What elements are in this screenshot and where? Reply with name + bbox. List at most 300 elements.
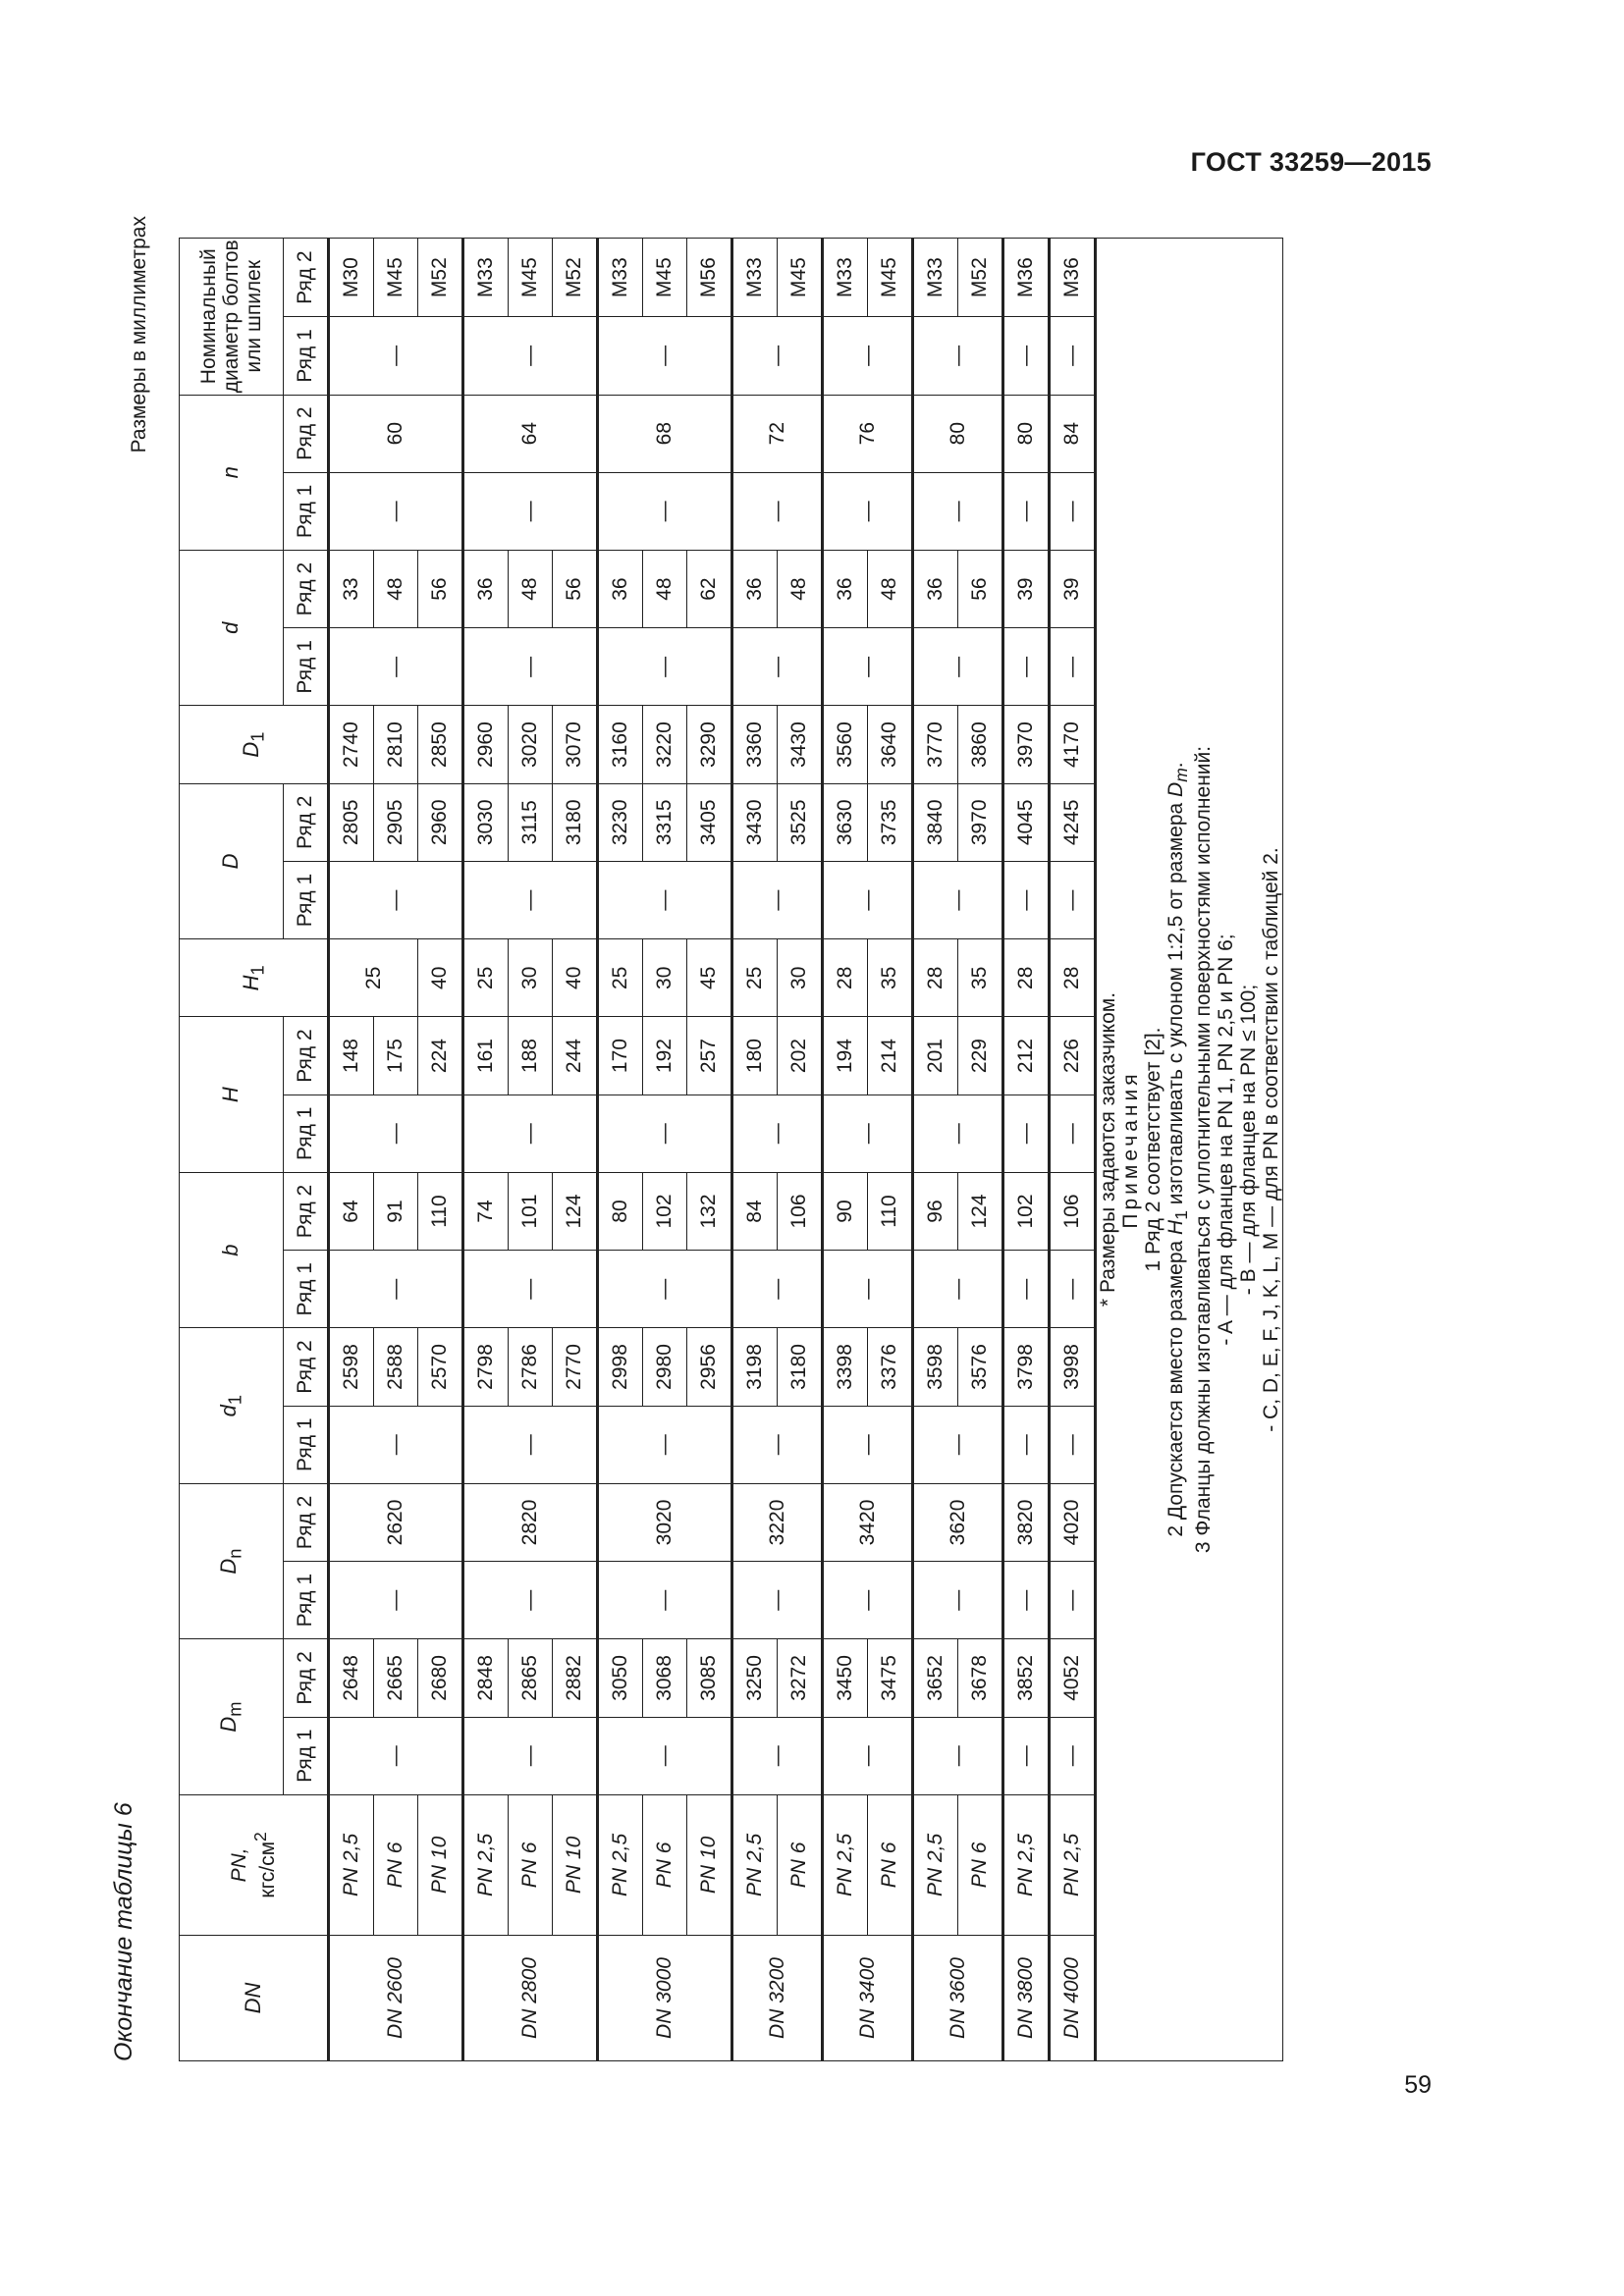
b2-cell: 80	[598, 1172, 643, 1250]
dash-cell: —	[463, 1562, 598, 1639]
d2-cell: 36	[823, 550, 868, 627]
dash-cell: —	[463, 1406, 598, 1483]
h2-cell: 161	[463, 1017, 509, 1095]
notes-block	[1096, 239, 1283, 2061]
d1-2-cell: 2770	[553, 1328, 598, 1406]
h2-cell: 170	[598, 1017, 643, 1095]
dash-cell: —	[1003, 861, 1050, 938]
dash-cell: —	[598, 628, 732, 706]
dn-cell: DN 3600	[913, 1936, 1003, 2061]
d2-cell: 36	[463, 550, 509, 627]
header-dn: DN	[180, 1936, 329, 2061]
d1-2-cell: 3798	[1003, 1328, 1050, 1406]
b2-cell: 74	[463, 1172, 509, 1250]
dm-row2: Ряд 2	[284, 1639, 329, 1717]
note-1: 1 Ряд 2 соответствует [2].	[1142, 1027, 1165, 1272]
d1-2-cell: 2570	[418, 1328, 463, 1406]
b2-cell: 101	[509, 1172, 553, 1250]
D2-cell: 3230	[598, 783, 643, 861]
D2-cell: 2905	[374, 783, 418, 861]
h1-cell: 35	[958, 939, 1003, 1017]
bolt2-cell: M33	[463, 239, 509, 317]
dash-cell: —	[732, 628, 823, 706]
dash-cell: —	[463, 472, 598, 550]
d1-2-cell: 2786	[509, 1328, 553, 1406]
D1-cell: 3560	[823, 706, 868, 783]
dash-cell: —	[598, 1717, 732, 1794]
pn-cell: PN 2,5	[329, 1794, 374, 1935]
dn-cell: DN 4000	[1050, 1936, 1096, 2061]
h1-cell: 30	[643, 939, 687, 1017]
D1-cell: 3430	[778, 706, 823, 783]
dm2-cell: 2665	[374, 1639, 418, 1717]
n-row1: Ряд 1	[284, 472, 329, 550]
D-row1: Ряд 1	[284, 861, 329, 938]
h1-cell: 25	[732, 939, 778, 1017]
dn-cell: DN 3200	[732, 1936, 823, 2061]
d2-cell: 48	[643, 550, 687, 627]
h2-cell: 224	[418, 1017, 463, 1095]
note-3-c: - C, D, E, F, J, K, L, M — для PN в соответствии с таблицей 2.	[1260, 847, 1282, 1432]
d1-2-cell: 3998	[1050, 1328, 1096, 1406]
d2-cell: 36	[913, 550, 958, 627]
dm2-cell: 3678	[958, 1639, 1003, 1717]
dash-cell: —	[913, 317, 1003, 395]
document-code: ГОСТ 33259—2015	[1190, 147, 1432, 177]
D1-cell: 3070	[553, 706, 598, 783]
dash-cell: —	[598, 1095, 732, 1172]
dash-cell: —	[913, 861, 1003, 938]
h1-cell: 35	[868, 939, 913, 1017]
dn-cell: DN 3000	[598, 1936, 732, 2061]
d1-2-cell: 2588	[374, 1328, 418, 1406]
d1-2-cell: 3376	[868, 1328, 913, 1406]
D1-cell: 3290	[687, 706, 732, 783]
D1-cell: 3640	[868, 706, 913, 783]
dash-cell: —	[1003, 1562, 1050, 1639]
dash-cell: —	[732, 861, 823, 938]
h2-cell: 148	[329, 1017, 374, 1095]
d2-cell: 62	[687, 550, 732, 627]
bolt2-cell: M36	[1050, 239, 1096, 317]
dash-cell: —	[329, 628, 463, 706]
dn2-cell: 3620	[913, 1483, 1003, 1561]
h1-cell: 28	[823, 939, 868, 1017]
dash-cell: —	[329, 472, 463, 550]
dash-cell: —	[1003, 1717, 1050, 1794]
dm2-cell: 3068	[643, 1639, 687, 1717]
d1-row1: Ряд 1	[284, 1406, 329, 1483]
D1-cell: 2960	[463, 706, 509, 783]
h1-cell: 30	[778, 939, 823, 1017]
bolt2-cell: M45	[509, 239, 553, 317]
dash-cell: —	[732, 1406, 823, 1483]
dn-cell: DN 3400	[823, 1936, 913, 2061]
table-row	[1050, 239, 1096, 2061]
d1-2-cell: 2956	[687, 1328, 732, 1406]
b2-cell: 64	[329, 1172, 374, 1250]
bolt2-cell: M36	[1003, 239, 1050, 317]
D2-cell: 4045	[1003, 783, 1050, 861]
pn-cell: PN 10	[418, 1794, 463, 1935]
table-row	[463, 239, 509, 2061]
dash-cell: —	[823, 1251, 913, 1328]
dm2-cell: 2882	[553, 1639, 598, 1717]
h1-cell: 45	[687, 939, 732, 1017]
D2-cell: 3630	[823, 783, 868, 861]
d1-2-cell: 2980	[643, 1328, 687, 1406]
header-d: d	[180, 550, 284, 705]
d2-cell: 33	[329, 550, 374, 627]
b2-cell: 90	[823, 1172, 868, 1250]
rotated-table-area	[110, 216, 1435, 2061]
dn-cell: DN 2800	[463, 1936, 598, 2061]
bolt2-cell: M33	[823, 239, 868, 317]
d1-2-cell: 2798	[463, 1328, 509, 1406]
flange-dimensions-table	[179, 238, 1283, 2061]
dash-cell: —	[329, 317, 463, 395]
dash-cell: —	[913, 1562, 1003, 1639]
dash-cell: —	[598, 1251, 732, 1328]
d2-cell: 48	[778, 550, 823, 627]
b2-cell: 102	[643, 1172, 687, 1250]
b-row2: Ряд 2	[284, 1172, 329, 1250]
D2-cell: 3315	[643, 783, 687, 861]
D2-cell: 3030	[463, 783, 509, 861]
dn-row2: Ряд 2	[284, 1483, 329, 1561]
header-pn: PN, кгс/$см^2$	[180, 1794, 329, 1935]
table-row	[329, 239, 374, 2061]
n2-cell: 64	[463, 395, 598, 472]
bolt2-cell: M56	[687, 239, 732, 317]
h-row2: Ряд 2	[284, 1017, 329, 1095]
h2-cell: 257	[687, 1017, 732, 1095]
D1-cell: 3970	[1003, 706, 1050, 783]
d1-2-cell: 3398	[823, 1328, 868, 1406]
footnote: * Размеры задаются заказчиком.	[1097, 991, 1119, 1308]
h1-cell: 25	[598, 939, 643, 1017]
dash-cell: —	[913, 1717, 1003, 1794]
notes-title: Примечания	[1119, 1070, 1143, 1229]
dm2-cell: 2848	[463, 1639, 509, 1717]
bolt2-cell: M30	[329, 239, 374, 317]
dm2-cell: 3050	[598, 1639, 643, 1717]
bolt2-cell: M52	[553, 239, 598, 317]
d1-2-cell: 3180	[778, 1328, 823, 1406]
dn2-cell: 4020	[1050, 1483, 1096, 1561]
n2-cell: 80	[913, 395, 1003, 472]
header-bolt: Номинальный диаметр болтов или шпилек	[180, 239, 284, 396]
h2-cell: 175	[374, 1017, 418, 1095]
bolt2-cell: M45	[374, 239, 418, 317]
dm2-cell: 3272	[778, 1639, 823, 1717]
D2-cell: 2960	[418, 783, 463, 861]
dash-cell: —	[823, 1562, 913, 1639]
dash-cell: —	[1003, 317, 1050, 395]
D2-cell: 3840	[913, 783, 958, 861]
dash-cell: —	[598, 1562, 732, 1639]
b2-cell: 106	[1050, 1172, 1096, 1250]
h2-cell: 229	[958, 1017, 1003, 1095]
dash-cell: —	[329, 1095, 463, 1172]
dm2-cell: 4052	[1050, 1639, 1096, 1717]
dash-cell: —	[598, 861, 732, 938]
D1-cell: 3160	[598, 706, 643, 783]
note-3: 3 Фланцы должны изготавливаться с уплотнительными поверхностями исполнений:	[1191, 745, 1215, 1554]
d-row2: Ряд 2	[284, 550, 329, 627]
table-row	[732, 239, 778, 2061]
dash-cell: —	[823, 1095, 913, 1172]
pn-cell: PN 6	[958, 1794, 1003, 1935]
dash-cell: —	[1050, 1406, 1096, 1483]
h1-cell: 28	[1050, 939, 1096, 1017]
bolt2-cell: M33	[732, 239, 778, 317]
dn2-cell: 3020	[598, 1483, 732, 1561]
pn-cell: PN 2,5	[1050, 1794, 1096, 1935]
d2-cell: 36	[732, 550, 778, 627]
dash-cell: —	[329, 1251, 463, 1328]
D2-cell: 3405	[687, 783, 732, 861]
dash-cell: —	[1003, 1406, 1050, 1483]
dm2-cell: 2865	[509, 1639, 553, 1717]
d2-cell: 48	[868, 550, 913, 627]
D1-cell: 4170	[1050, 706, 1096, 783]
dash-cell: —	[598, 472, 732, 550]
dm2-cell: 3085	[687, 1639, 732, 1717]
D2-cell: 3115	[509, 783, 553, 861]
dash-cell: —	[913, 472, 1003, 550]
dn-row1: Ряд 1	[284, 1562, 329, 1639]
pn-cell: PN 2,5	[732, 1794, 778, 1935]
header-D1: $D_1$	[180, 706, 329, 783]
dash-cell: —	[823, 861, 913, 938]
dn2-cell: 2820	[463, 1483, 598, 1561]
header-n: n	[180, 395, 284, 550]
dash-cell: —	[913, 1406, 1003, 1483]
D2-cell: 4245	[1050, 783, 1096, 861]
b2-cell: 110	[868, 1172, 913, 1250]
b2-cell: 132	[687, 1172, 732, 1250]
dash-cell: —	[1050, 861, 1096, 938]
dn-cell: DN 3800	[1003, 1936, 1050, 2061]
dash-cell: —	[913, 1095, 1003, 1172]
b2-cell: 110	[418, 1172, 463, 1250]
n2-cell: 80	[1003, 395, 1050, 472]
pn-cell: PN 6	[868, 1794, 913, 1935]
header-h: H	[180, 1017, 284, 1172]
bolt-row2: Ряд 2	[284, 239, 329, 317]
d1-2-cell: 2598	[329, 1328, 374, 1406]
D2-cell: 3430	[732, 783, 778, 861]
dn2-cell: 3220	[732, 1483, 823, 1561]
dash-cell: —	[463, 317, 598, 395]
dn2-cell: 3820	[1003, 1483, 1050, 1561]
dn2-cell: 3420	[823, 1483, 913, 1561]
dash-cell: —	[732, 317, 823, 395]
dm2-cell: 3450	[823, 1639, 868, 1717]
bolt2-cell: M45	[643, 239, 687, 317]
dash-cell: —	[732, 472, 823, 550]
h2-cell: 180	[732, 1017, 778, 1095]
dash-cell: —	[463, 1095, 598, 1172]
dash-cell: —	[463, 628, 598, 706]
pn-cell: PN 2,5	[823, 1794, 868, 1935]
b2-cell: 84	[732, 1172, 778, 1250]
dash-cell: —	[1050, 1251, 1096, 1328]
pn-cell: PN 6	[374, 1794, 418, 1935]
D1-cell: 2810	[374, 706, 418, 783]
pn-cell: PN 2,5	[463, 1794, 509, 1935]
dm2-cell: 3250	[732, 1639, 778, 1717]
b2-cell: 96	[913, 1172, 958, 1250]
dash-cell: —	[329, 861, 463, 938]
h2-cell: 212	[1003, 1017, 1050, 1095]
h2-cell: 214	[868, 1017, 913, 1095]
n2-cell: 72	[732, 395, 823, 472]
dn-cell: DN 2600	[329, 1936, 463, 2061]
dn2-cell: 2620	[329, 1483, 463, 1561]
table-row	[913, 239, 958, 2061]
bolt2-cell: M45	[778, 239, 823, 317]
D1-cell: 2740	[329, 706, 374, 783]
n2-cell: 60	[329, 395, 463, 472]
h2-cell: 188	[509, 1017, 553, 1095]
h1-cell: 40	[418, 939, 463, 1017]
h2-cell: 202	[778, 1017, 823, 1095]
dash-cell: —	[823, 628, 913, 706]
dash-cell: —	[463, 1717, 598, 1794]
h2-cell: 244	[553, 1017, 598, 1095]
h2-cell: 201	[913, 1017, 958, 1095]
d2-cell: 39	[1003, 550, 1050, 627]
dash-cell: —	[598, 317, 732, 395]
dash-cell: —	[1003, 1095, 1050, 1172]
b2-cell: 106	[778, 1172, 823, 1250]
bolt2-cell: M33	[598, 239, 643, 317]
bolt2-cell: M33	[913, 239, 958, 317]
d1-row2: Ряд 2	[284, 1328, 329, 1406]
d2-cell: 56	[553, 550, 598, 627]
table-row	[598, 239, 643, 2061]
header-h1: $H_1$	[180, 939, 329, 1017]
dash-cell: —	[1050, 472, 1096, 550]
b2-cell: 124	[553, 1172, 598, 1250]
dm2-cell: 3652	[913, 1639, 958, 1717]
D1-cell: 2850	[418, 706, 463, 783]
dash-cell: —	[732, 1095, 823, 1172]
pn-cell: PN 6	[778, 1794, 823, 1935]
dash-cell: —	[1003, 472, 1050, 550]
dash-cell: —	[913, 1251, 1003, 1328]
d2-cell: 56	[958, 550, 1003, 627]
b2-cell: 124	[958, 1172, 1003, 1250]
D1-cell: 3220	[643, 706, 687, 783]
dash-cell: —	[823, 1406, 913, 1483]
h2-cell: 226	[1050, 1017, 1096, 1095]
dm2-cell: 3475	[868, 1639, 913, 1717]
dash-cell: —	[1003, 628, 1050, 706]
dash-cell: —	[823, 317, 913, 395]
D1-cell: 3770	[913, 706, 958, 783]
n2-cell: 68	[598, 395, 732, 472]
dash-cell: —	[1050, 1717, 1096, 1794]
n2-cell: 76	[823, 395, 913, 472]
d-row1: Ряд 1	[284, 628, 329, 706]
table-caption: Окончание таблицы 6	[110, 1802, 137, 2061]
d1-2-cell: 3198	[732, 1328, 778, 1406]
dash-cell: —	[732, 1562, 823, 1639]
D2-cell: 2805	[329, 783, 374, 861]
h1-cell: 25	[463, 939, 509, 1017]
h1-cell: 30	[509, 939, 553, 1017]
dm2-cell: 2648	[329, 1639, 374, 1717]
dash-cell: —	[1050, 1095, 1096, 1172]
bolt2-cell: M45	[868, 239, 913, 317]
pn-cell: PN 6	[643, 1794, 687, 1935]
d2-cell: 36	[598, 550, 643, 627]
b-row1: Ряд 1	[284, 1251, 329, 1328]
h2-cell: 194	[823, 1017, 868, 1095]
D2-cell: 3735	[868, 783, 913, 861]
bolt2-cell: M52	[958, 239, 1003, 317]
table-row	[823, 239, 868, 2061]
header-dn-flange: $D_n$	[180, 1483, 284, 1638]
h2-cell: 192	[643, 1017, 687, 1095]
pn-cell: PN 10	[687, 1794, 732, 1935]
pn-cell: PN 10	[553, 1794, 598, 1935]
dash-cell: —	[1050, 317, 1096, 395]
dash-cell: —	[463, 1251, 598, 1328]
d2-cell: 56	[418, 550, 463, 627]
bolt-row1: Ряд 1	[284, 317, 329, 395]
D1-cell: 3860	[958, 706, 1003, 783]
notes-row	[1096, 239, 1283, 2061]
h1-cell: 40	[553, 939, 598, 1017]
d1-2-cell: 3576	[958, 1328, 1003, 1406]
header-dm: $D_m$	[180, 1639, 284, 1794]
d2-cell: 39	[1050, 550, 1096, 627]
D1-cell: 3020	[509, 706, 553, 783]
d1-2-cell: 3598	[913, 1328, 958, 1406]
b2-cell: 102	[1003, 1172, 1050, 1250]
note-3-a: - A — для фланцев на PN 1, PN 2,5 и PN 6;	[1214, 934, 1237, 1346]
n2-cell: 84	[1050, 395, 1096, 472]
d2-cell: 48	[374, 550, 418, 627]
dash-cell: —	[1050, 1562, 1096, 1639]
dash-cell: —	[732, 1717, 823, 1794]
dm-row1: Ряд 1	[284, 1717, 329, 1794]
D2-cell: 3970	[958, 783, 1003, 861]
D2-cell: 3180	[553, 783, 598, 861]
dash-cell: —	[598, 1406, 732, 1483]
units-note: Размеры в миллиметрах	[128, 216, 150, 454]
header-d1: $d_1$	[180, 1328, 284, 1483]
h1-cell: 25	[329, 939, 418, 1017]
pn-cell: PN 2,5	[913, 1794, 958, 1935]
page-number: 59	[1404, 2071, 1432, 2099]
header-D: D	[180, 783, 284, 938]
h1-cell: 28	[1003, 939, 1050, 1017]
note-3-b: - B — для фланцев на PN ≤ 100;	[1236, 984, 1260, 1296]
dash-cell: —	[463, 861, 598, 938]
dash-cell: —	[823, 1717, 913, 1794]
D1-cell: 3360	[732, 706, 778, 783]
pn-cell: PN 2,5	[1003, 1794, 1050, 1935]
h1-cell: 28	[913, 939, 958, 1017]
bolt2-cell: M52	[418, 239, 463, 317]
note-2: 2 Допускается вместо размера $H_1$ изготавливать с уклоном 1:2,5 от размера $D_m$.	[1164, 762, 1192, 1537]
header-b: b	[180, 1172, 284, 1327]
